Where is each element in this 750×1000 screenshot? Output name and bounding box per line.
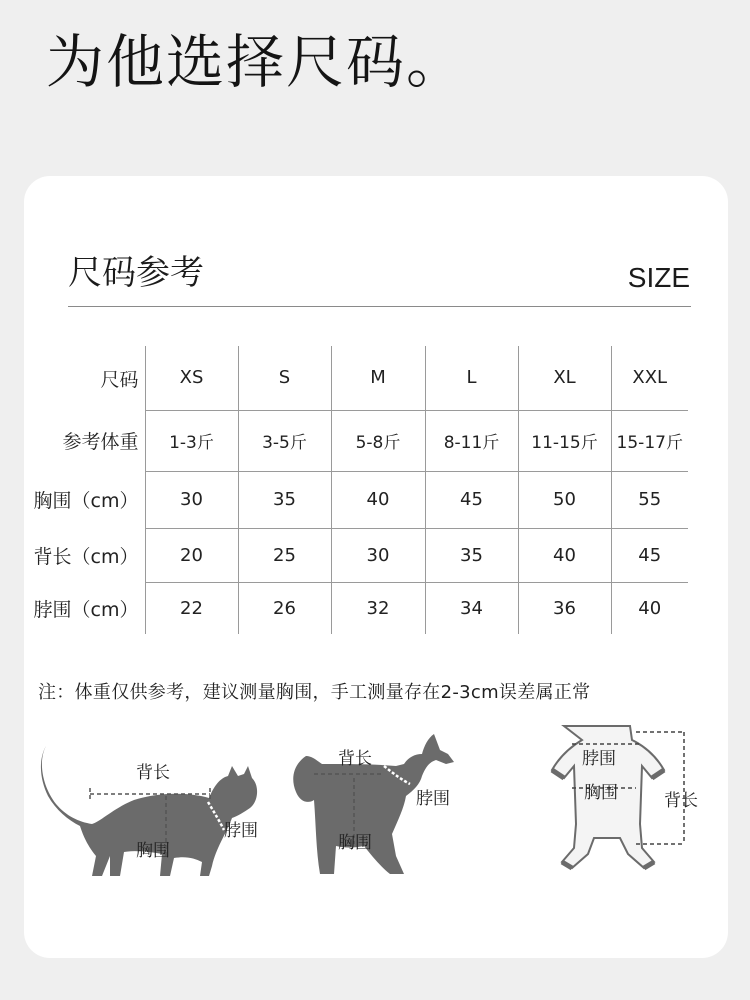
garment-back-label: 背长: [664, 791, 698, 811]
chest-cell: 45: [425, 471, 518, 528]
weight-cell: 5-8斤: [331, 410, 425, 471]
size-cell: L: [425, 346, 518, 410]
page-headline: 为他选择尺码。: [46, 28, 467, 96]
table-row-size: [30, 346, 688, 410]
cat-chest-label: 胸围: [136, 841, 170, 861]
chest-cell: 50: [518, 471, 611, 528]
size-cell: XL: [518, 346, 611, 410]
chest-cell: 35: [238, 471, 331, 528]
dog-neck-label: 脖围: [416, 789, 450, 809]
back-cell: 35: [425, 528, 518, 582]
table-row-neck: [30, 582, 688, 634]
neck-cell: 26: [238, 582, 331, 634]
card-title: 尺码参考: [68, 253, 204, 293]
size-table: [30, 346, 688, 634]
weight-cell: 11-15斤: [518, 410, 611, 471]
neck-cell: 22: [145, 582, 238, 634]
back-cell: 45: [611, 528, 688, 582]
row-label-chest: 胸围（cm）: [33, 490, 139, 512]
neck-cell: 36: [518, 582, 611, 634]
row-label-weight: 参考体重: [62, 431, 139, 453]
table-row-chest: [30, 471, 688, 528]
neck-cell: 34: [425, 582, 518, 634]
neck-cell: 40: [611, 582, 688, 634]
table-row-back: [30, 528, 688, 582]
back-cell: 40: [518, 528, 611, 582]
dog-chest-label: 胸围: [338, 833, 372, 853]
chest-cell: 40: [331, 471, 425, 528]
measurement-illustrations: [24, 716, 728, 946]
table-row-weight: [30, 410, 688, 471]
garment-chest-label: 胸围: [584, 783, 618, 803]
weight-cell: 1-3斤: [145, 410, 238, 471]
size-reference-card: [24, 176, 728, 958]
title-divider: [68, 306, 691, 307]
row-label-neck: 脖围（cm）: [33, 598, 139, 621]
back-cell: 30: [331, 528, 425, 582]
chest-cell: 55: [611, 471, 688, 528]
size-cell: S: [238, 346, 331, 410]
row-label-size: 尺码: [100, 368, 139, 391]
chest-cell: 30: [145, 471, 238, 528]
weight-cell: 15-17斤: [611, 410, 688, 471]
weight-cell: 3-5斤: [238, 410, 331, 471]
size-cell: M: [331, 346, 425, 410]
cat-neck-label: 脖围: [224, 821, 258, 841]
weight-cell: 8-11斤: [425, 410, 518, 471]
back-cell: 20: [145, 528, 238, 582]
size-cell: XS: [145, 346, 238, 410]
neck-cell: 32: [331, 582, 425, 634]
back-cell: 25: [238, 528, 331, 582]
cat-back-label: 背长: [136, 763, 170, 783]
measurement-note: 注：体重仅供参考，建议测量胸围，手工测量存在2-3cm误差属正常: [38, 682, 591, 703]
garment-neck-label: 脖围: [582, 749, 616, 769]
measurement-diagrams: [24, 716, 728, 946]
row-label-back: 背长（cm）: [33, 545, 139, 568]
size-cell: XXL: [611, 346, 688, 410]
card-size-label: SIZE: [627, 262, 690, 293]
dog-back-label: 背长: [338, 749, 372, 769]
